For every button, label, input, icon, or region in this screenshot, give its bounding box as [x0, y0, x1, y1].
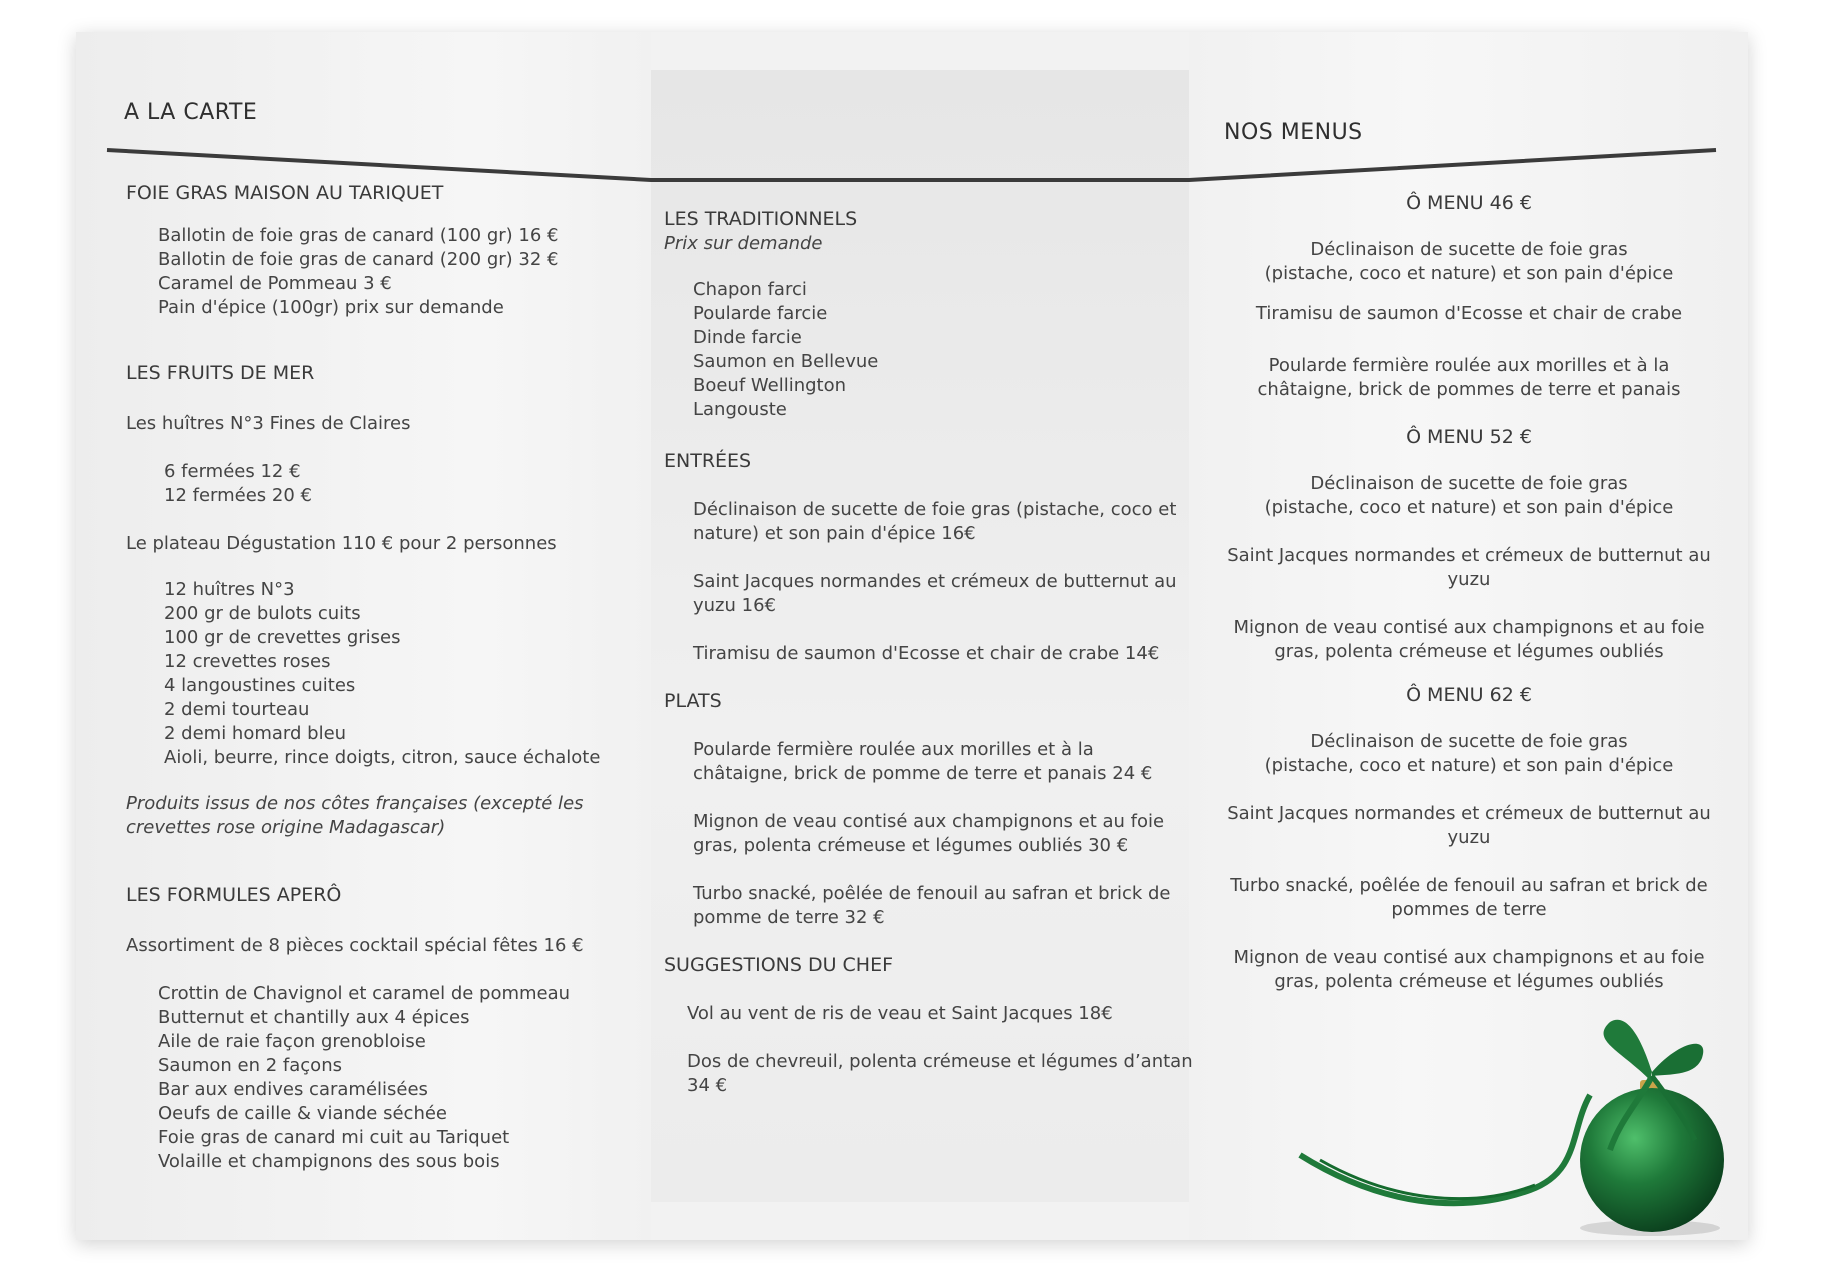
suggestion-item	[687, 1050, 1193, 1098]
oyster-list	[164, 460, 312, 508]
christmas-bauble-icon	[1290, 1010, 1730, 1240]
origin-note	[126, 792, 584, 840]
item-line: Saint Jacques normandes et crémeux de butternut au	[1227, 803, 1711, 824]
plat-item	[693, 882, 1171, 930]
item-line: pommes de terre	[1391, 899, 1547, 920]
item-line: Turbo snacké, poêlée de fenouil au safran et brick de	[1230, 875, 1708, 896]
oysters-line: Les huîtres N°3 Fines de Claires	[126, 413, 411, 434]
list-item: 4 langoustines cuites	[164, 675, 356, 696]
plat-item	[693, 738, 1152, 786]
item-line: Poularde fermière roulée aux morilles et à la	[693, 739, 1094, 760]
item-line: (pistache, coco et nature) et son pain d'épice	[1264, 263, 1674, 284]
note-line: crevettes rose origine Madagascar)	[126, 817, 446, 838]
menu-62-heading: Ô MENU 62 €	[1406, 684, 1532, 706]
item-line: Déclinaison de sucette de foie gras	[1310, 731, 1628, 752]
list-item: 12 fermées 20 €	[164, 485, 312, 506]
item-line: Saint Jacques normandes et crémeux de butternut au	[693, 571, 1177, 592]
list-item: Ballotin de foie gras de canard (200 gr) 32 €	[158, 249, 559, 270]
entree-item	[693, 570, 1177, 618]
apero-list	[158, 982, 570, 1174]
list-item: Volaille et champignons des sous bois	[158, 1151, 500, 1172]
item-line: Mignon de veau contisé aux champignons et au foie	[693, 811, 1165, 832]
list-item: Dinde farcie	[693, 327, 802, 348]
suggestion-item	[687, 1002, 1113, 1026]
traditionnels-heading: LES TRADITIONNELS	[664, 208, 858, 230]
list-item: 12 huîtres N°3	[164, 579, 295, 600]
item-line: nature) et son pain d'épice 16€	[693, 523, 976, 544]
item-line: Déclinaison de sucette de foie gras (pistache, coco et	[693, 499, 1177, 520]
fruits-de-mer-heading: LES FRUITS DE MER	[126, 362, 315, 384]
list-item: Butternut et chantilly aux 4 épices	[158, 1007, 470, 1028]
item-line: gras, polenta crémeuse et légumes oubliés	[1274, 641, 1664, 662]
menu-46-heading: Ô MENU 46 €	[1406, 192, 1532, 214]
menu-item	[1199, 302, 1739, 326]
menu-item	[1199, 238, 1739, 286]
list-item: Oeufs de caille & viande séchée	[158, 1103, 448, 1124]
assortment-line: Assortiment de 8 pièces cocktail spécial fêtes 16 €	[126, 935, 584, 956]
item-line: gras, polenta crémeuse et légumes oubliés 30 €	[693, 835, 1129, 856]
note-line: Produits issus de nos côtes françaises (excepté les	[126, 793, 584, 814]
list-item: 2 demi tourteau	[164, 699, 310, 720]
list-item: 12 crevettes roses	[164, 651, 331, 672]
menu-item	[1199, 472, 1739, 520]
item-line: Tiramisu de saumon d'Ecosse et chair de crabe 14€	[693, 643, 1160, 664]
menu-item	[1199, 354, 1739, 402]
item-line: Mignon de veau contisé aux champignons et au foie	[1233, 617, 1705, 638]
item-line: yuzu 16€	[693, 595, 776, 616]
item-line: Turbo snacké, poêlée de fenouil au safran et brick de	[693, 883, 1171, 904]
nos-menus-title: NOS MENUS	[1224, 120, 1363, 145]
platter-line: Le plateau Dégustation 110 € pour 2 personnes	[126, 533, 557, 554]
foie-gras-list	[158, 224, 558, 320]
plats-heading: PLATS	[664, 690, 722, 712]
formules-apero-heading: LES FORMULES APERÔ	[126, 884, 342, 906]
item-line: 34 €	[687, 1075, 728, 1096]
menu-item	[1199, 616, 1739, 664]
plat-item	[693, 810, 1164, 858]
entree-item	[693, 498, 1176, 546]
list-item: Chapon farci	[693, 279, 807, 300]
item-line: châtaigne, brick de pomme de terre et panais 24 €	[693, 763, 1153, 784]
list-item: Aioli, beurre, rince doigts, citron, sauce échalote	[164, 747, 601, 768]
list-item: 200 gr de bulots cuits	[164, 603, 361, 624]
item-line: Tiramisu de saumon d'Ecosse et chair de crabe	[1255, 303, 1683, 324]
item-line: gras, polenta crémeuse et légumes oubliés	[1274, 971, 1664, 992]
list-item: 100 gr de crevettes grises	[164, 627, 401, 648]
item-line: Saint Jacques normandes et crémeux de butternut au	[1227, 545, 1711, 566]
list-item: Saumon en 2 façons	[158, 1055, 342, 1076]
item-line: pomme de terre 32 €	[693, 907, 885, 928]
a-la-carte-title: A LA CARTE	[124, 100, 258, 125]
item-line: Vol au vent de ris de veau et Saint Jacques 18€	[687, 1003, 1113, 1024]
list-item: 2 demi homard bleu	[164, 723, 347, 744]
list-item: Aile de raie façon grenobloise	[158, 1031, 426, 1052]
item-line: châtaigne, brick de pommes de terre et panais	[1257, 379, 1681, 400]
entrees-heading: ENTRÉES	[664, 450, 752, 472]
list-item: Crottin de Chavignol et caramel de pommeau	[158, 983, 571, 1004]
list-item: Caramel de Pommeau 3 €	[158, 273, 392, 294]
foie-gras-heading: FOIE GRAS MAISON AU TARIQUET	[126, 182, 444, 204]
suggestions-heading: SUGGESTIONS DU CHEF	[664, 954, 894, 976]
menu-item	[1199, 730, 1739, 778]
menu-item	[1199, 874, 1739, 922]
list-item: Saumon en Bellevue	[693, 351, 879, 372]
menu-item	[1199, 946, 1739, 994]
menu-item	[1199, 544, 1739, 592]
item-line: Mignon de veau contisé aux champignons et au foie	[1233, 947, 1705, 968]
menu-item	[1199, 802, 1739, 850]
list-item: Foie gras de canard mi cuit au Tariquet	[158, 1127, 510, 1148]
item-line: Dos de chevreuil, polenta crémeuse et légumes d’antan	[687, 1051, 1193, 1072]
platter-list	[164, 578, 600, 770]
traditionnels-list	[693, 278, 878, 422]
item-line: yuzu	[1447, 827, 1491, 848]
item-line: Déclinaison de sucette de foie gras	[1310, 239, 1628, 260]
list-item: Poularde farcie	[693, 303, 828, 324]
list-item: Bar aux endives caramélisées	[158, 1079, 428, 1100]
list-item: 6 fermées 12 €	[164, 461, 301, 482]
traditionnels-subtitle: Prix sur demande	[664, 233, 823, 254]
list-item: Boeuf Wellington	[693, 375, 847, 396]
item-line: yuzu	[1447, 569, 1491, 590]
list-item: Pain d'épice (100gr) prix sur demande	[158, 297, 504, 318]
menu-52-heading: Ô MENU 52 €	[1406, 426, 1532, 448]
item-line: (pistache, coco et nature) et son pain d'épice	[1264, 755, 1674, 776]
item-line: Poularde fermière roulée aux morilles et à la	[1268, 355, 1670, 376]
entree-item	[693, 642, 1159, 666]
item-line: (pistache, coco et nature) et son pain d'épice	[1264, 497, 1674, 518]
list-item: Ballotin de foie gras de canard (100 gr) 16 €	[158, 225, 559, 246]
list-item: Langouste	[693, 399, 787, 420]
item-line: Déclinaison de sucette de foie gras	[1310, 473, 1628, 494]
